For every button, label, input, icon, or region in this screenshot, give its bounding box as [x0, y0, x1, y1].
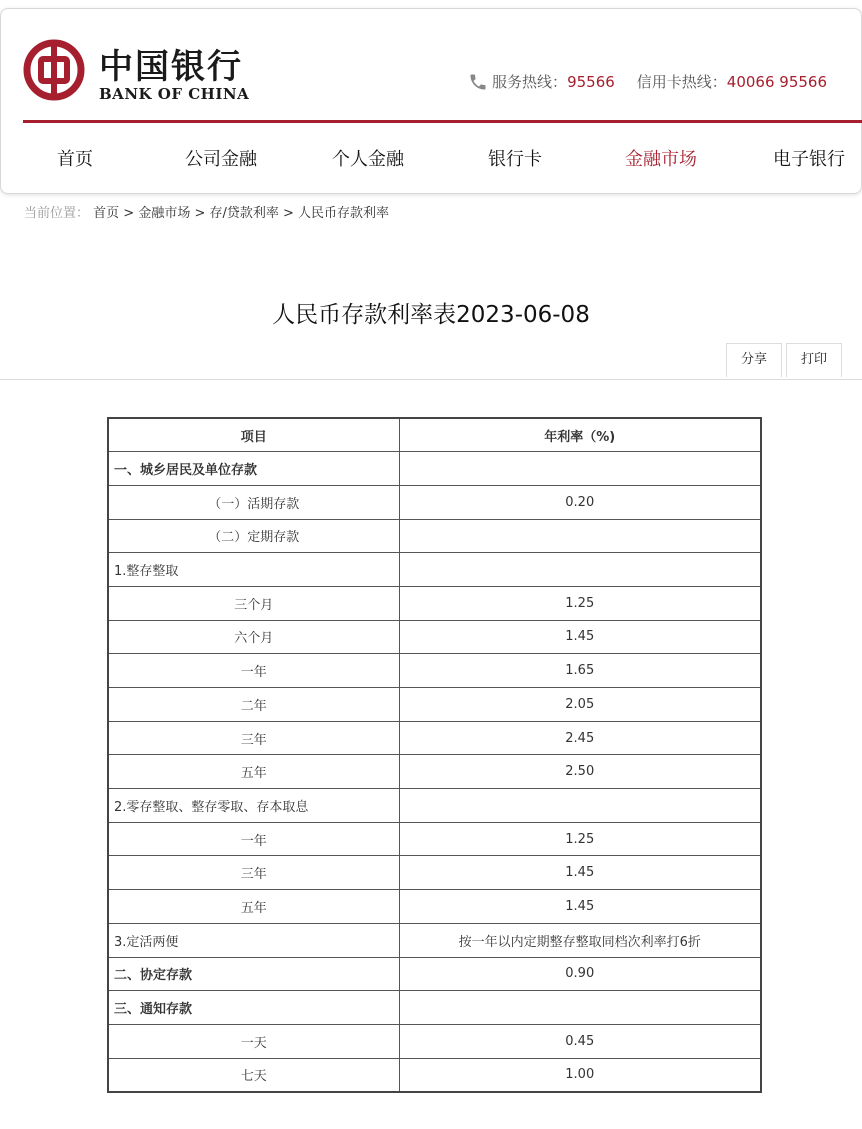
row-item-cell: 2.零存整取、整存零取、存本取息	[108, 789, 399, 823]
row-item-cell: 三年	[108, 721, 399, 755]
table-row	[108, 890, 761, 924]
table-row	[108, 485, 761, 519]
table-row	[108, 923, 761, 957]
content-divider	[0, 379, 862, 380]
row-rate-cell: 1.00	[399, 1058, 761, 1092]
table-row	[108, 957, 761, 991]
row-item-cell: 五年	[108, 890, 399, 924]
hotlines	[468, 71, 827, 92]
row-item-cell: 一天	[108, 1024, 399, 1058]
row-item-cell: 3.定活两便	[108, 923, 399, 957]
table-row	[108, 620, 761, 654]
row-item-cell: 1.整存整取	[108, 553, 399, 587]
table-row	[108, 688, 761, 722]
bank-of-china-logo-icon	[23, 39, 85, 101]
nav-item-bank-card[interactable]: 银行卡	[488, 149, 542, 170]
nav-item-e-banking[interactable]: 电子银行	[773, 149, 845, 170]
table-row	[108, 856, 761, 890]
breadcrumb	[24, 202, 389, 221]
row-rate-cell: 2.50	[399, 755, 761, 789]
row-rate-cell: 2.05	[399, 688, 761, 722]
print-button[interactable]: 打印	[786, 343, 842, 377]
table-row	[108, 1058, 761, 1092]
row-rate-cell: 1.45	[399, 620, 761, 654]
row-rate-cell	[399, 519, 761, 553]
table-row	[108, 452, 761, 486]
row-rate-cell	[399, 553, 761, 587]
service-hotline-number[interactable]: 95566	[567, 72, 615, 91]
row-item-cell: 三个月	[108, 586, 399, 620]
main-nav	[1, 123, 862, 195]
row-item-cell: 二年	[108, 688, 399, 722]
table-row	[108, 654, 761, 688]
credit-hotline-label: 信用卡热线：	[636, 73, 727, 91]
row-rate-cell	[399, 991, 761, 1025]
row-item-cell: 一年	[108, 822, 399, 856]
row-item-cell: （二）定期存款	[108, 519, 399, 553]
row-rate-cell: 1.65	[399, 654, 761, 688]
column-header-rate: 年利率（%)	[399, 418, 761, 452]
row-item-cell: 一年	[108, 654, 399, 688]
share-button[interactable]: 分享	[726, 343, 782, 377]
table-row	[108, 789, 761, 823]
row-rate-cell: 0.90	[399, 957, 761, 991]
service-hotline-label: 服务热线：	[492, 73, 568, 91]
site-header	[0, 8, 862, 194]
logo-chinese-name: 中国银行	[99, 47, 243, 87]
row-rate-cell: 1.45	[399, 890, 761, 924]
row-item-cell: 三、通知存款	[108, 991, 399, 1025]
nav-item-financial-markets[interactable]: 金融市场	[625, 149, 697, 170]
row-item-cell: 七天	[108, 1058, 399, 1092]
row-rate-cell: 2.45	[399, 721, 761, 755]
table-row	[108, 755, 761, 789]
table-row	[108, 991, 761, 1025]
nav-item-home[interactable]: 首页	[57, 149, 93, 170]
row-rate-cell: 1.25	[399, 822, 761, 856]
phone-icon	[468, 72, 488, 92]
breadcrumb-path[interactable]: 首页 > 金融市场 > 存/贷款利率 > 人民币存款利率	[93, 206, 390, 221]
row-rate-cell	[399, 789, 761, 823]
row-item-cell: 三年	[108, 856, 399, 890]
breadcrumb-prefix: 当前位置：	[24, 206, 90, 221]
row-item-cell: 六个月	[108, 620, 399, 654]
table-row	[108, 822, 761, 856]
table-header-row	[108, 418, 761, 452]
table-body	[108, 452, 761, 1092]
logo-english-name: BANK OF CHINA	[99, 85, 250, 103]
row-rate-cell: 按一年以内定期整存整取同档次利率打6折	[399, 923, 761, 957]
bank-logo[interactable]	[23, 39, 253, 109]
row-item-cell: 一、城乡居民及单位存款	[108, 452, 399, 486]
column-header-item: 项目	[108, 418, 399, 452]
row-rate-cell: 1.45	[399, 856, 761, 890]
nav-item-personal-banking[interactable]: 个人金融	[332, 149, 404, 170]
nav-item-corporate-banking[interactable]: 公司金融	[185, 149, 257, 170]
credit-hotline-number[interactable]: 40066 95566	[726, 72, 827, 91]
row-item-cell: 二、协定存款	[108, 957, 399, 991]
row-rate-cell: 0.45	[399, 1024, 761, 1058]
table-row	[108, 519, 761, 553]
row-rate-cell	[399, 452, 761, 486]
row-item-cell: （一）活期存款	[108, 485, 399, 519]
table-row	[108, 721, 761, 755]
table-row	[108, 1024, 761, 1058]
table-row	[108, 553, 761, 587]
page-title: 人民币存款利率表2023-06-08	[272, 302, 590, 328]
deposit-rate-table	[107, 417, 762, 1093]
row-item-cell: 五年	[108, 755, 399, 789]
table-row	[108, 586, 761, 620]
row-rate-cell: 1.25	[399, 586, 761, 620]
row-rate-cell: 0.20	[399, 485, 761, 519]
